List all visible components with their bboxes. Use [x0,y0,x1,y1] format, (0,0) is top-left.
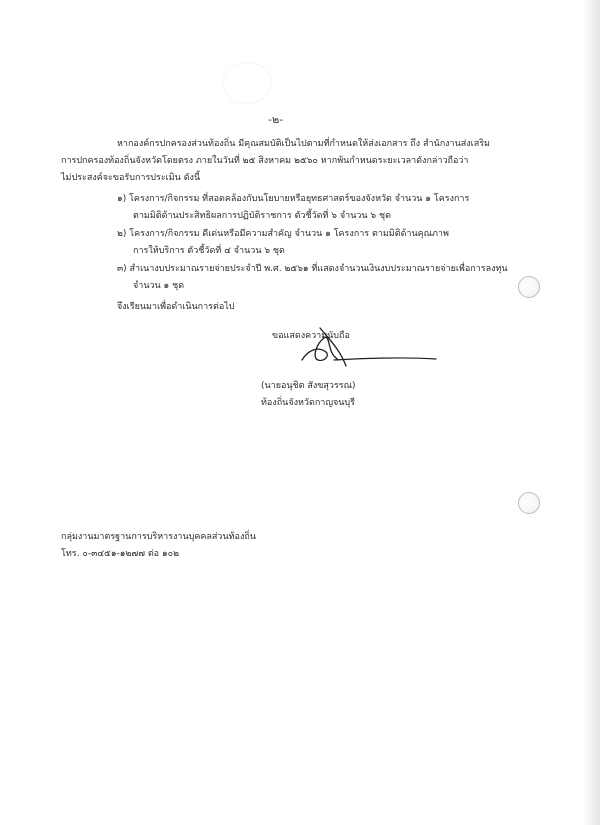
paragraph-line-1: หากองค์กรปกครองส่วนท้องถิ่น มีคุณสมบัติเป็นไปตามที่กำหนดให้ส่งเอกสาร ถึง สำนักงานส่งเสริม [117,139,490,149]
signature-salutation: ขอแสดงความนับถือ [272,331,350,341]
list-item-1-line-2: ตามมิติด้านประสิทธิผลการปฏิบัติราชการ ตัวชี้วัดที่ ๖ จำนวน ๖ ชุด [133,211,391,221]
punch-hole-bottom [518,492,540,514]
scan-edge-shadow [582,0,600,825]
footer-department: กลุ่มงานมาตรฐานการบริหารงานบุคคลส่วนท้องถิ่น [61,532,256,542]
list-item-1-line-1: ๑) โครงการ/กิจกรรม ที่สอดคล้องกับนโยบายหรือยุทธศาสตร์ของจังหวัด จำนวน ๑ โครงการ [117,194,470,204]
list-item-3-line-2: จำนวน ๑ ชุด [133,281,185,291]
punch-hole-top [518,276,540,298]
handwritten-signature [300,316,440,376]
paragraph-line-3: ไม่ประสงค์จะขอรับการประเมิน ดังนี้ [61,173,201,183]
page-number: -๒- [268,113,284,126]
list-item-2-line-1: ๒) โครงการ/กิจกรรม ดีเด่นหรือมีความสำคัญ จำนวน ๑ โครงการ ตามมิติด้านคุณภาพ [117,229,449,239]
paragraph-line-2: การปกครองท้องถิ่นจังหวัดโดยตรง ภายในวันที่ ๒๕ สิงหาคม ๒๕๖๐ หากพ้นกำหนดระยะเวลาดังกล่าวถือว่า [61,156,469,166]
footer-phone: โทร. ๐-๓๔๕๑-๑๒๗๗ ต่อ ๑๐๒ [61,549,180,559]
signatory-name: (นายอนุชิต สังขสุวรรณ) [261,381,356,391]
closing-line: จึงเรียนมาเพื่อดำเนินการต่อไป [117,302,235,312]
ghost-seal-bleedthrough [222,62,272,104]
signatory-position: ท้องถิ่นจังหวัดกาญจนบุรี [261,398,355,408]
list-item-2-line-2: การให้บริการ ตัวชี้วัดที่ ๔ จำนวน ๖ ชุด [133,246,285,256]
list-item-3-line-1: ๓) สำเนางบประมาณรายจ่ายประจำปี พ.ศ. ๒๕๖๑ ที่แสดงจำนวนเงินงบประมาณรายจ่ายเพื่อการลงทุน [117,264,508,274]
